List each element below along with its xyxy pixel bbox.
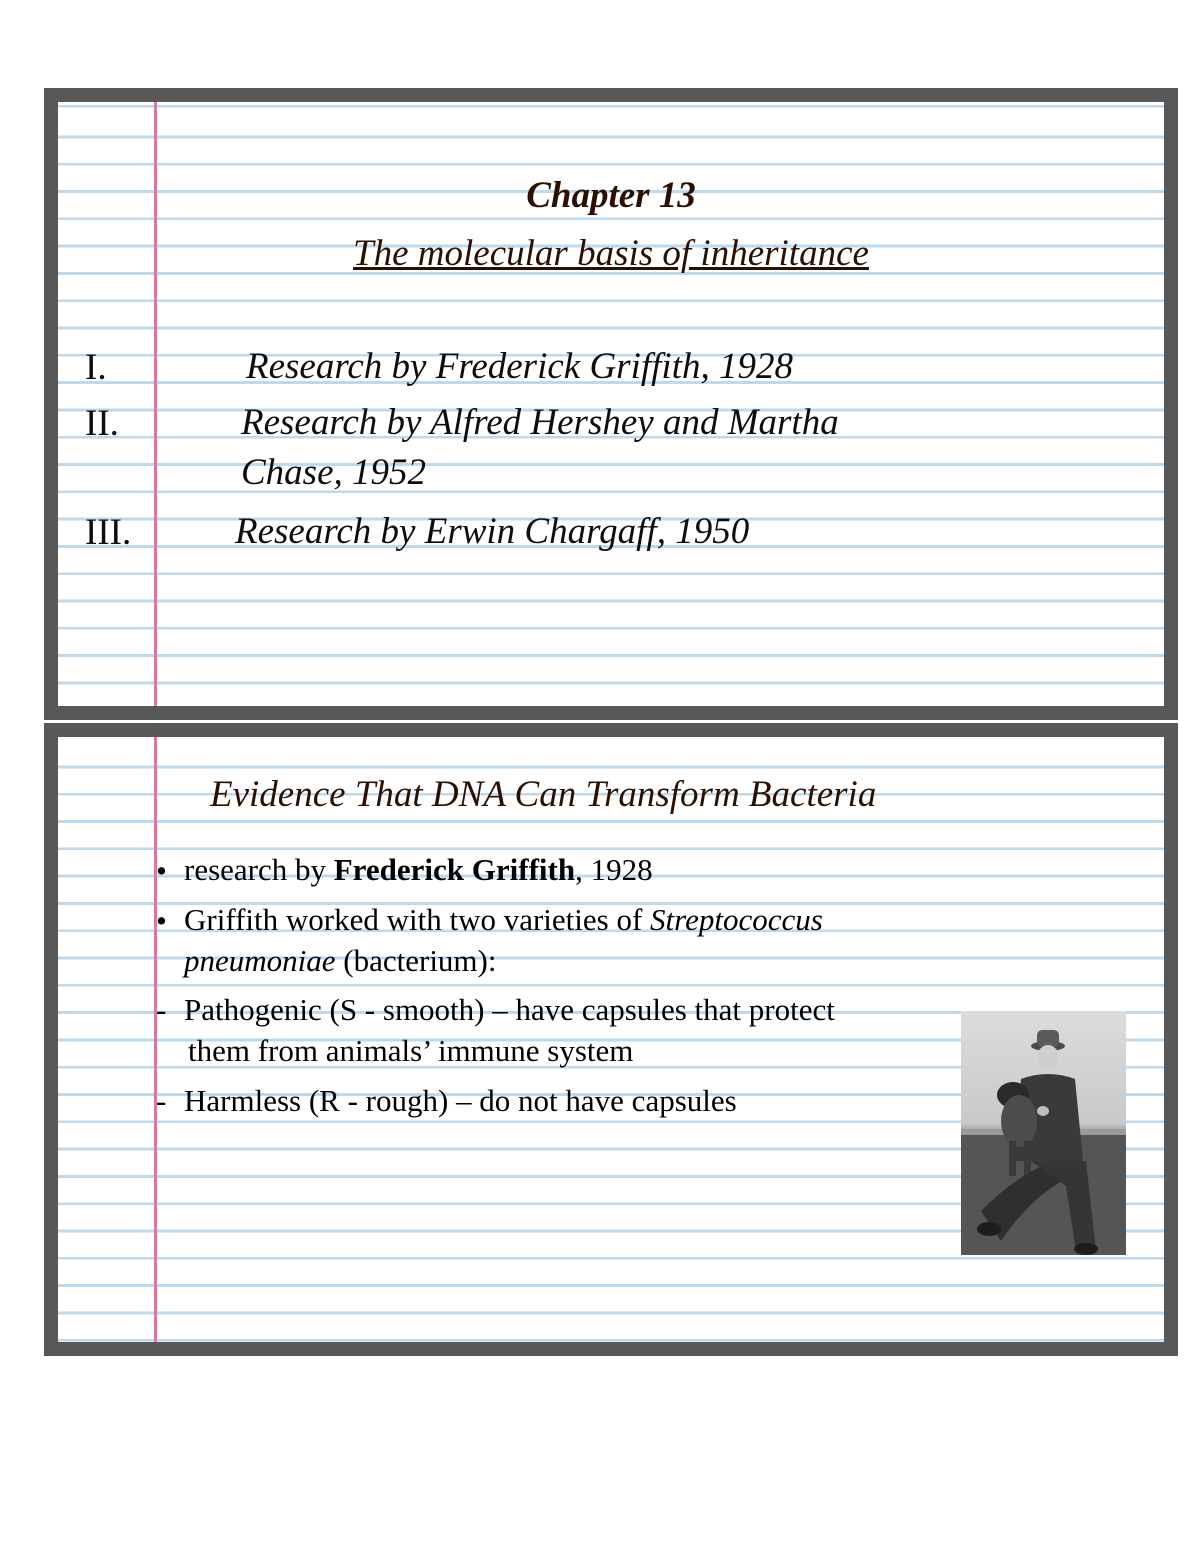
bullet-1-name: Frederick Griffith — [333, 852, 576, 887]
slide-chapter-overview — [44, 88, 1178, 720]
bullet-marker: • — [156, 903, 167, 938]
outline-item-2-line1: Research by Alfred Hershey and Martha — [241, 402, 839, 443]
bullet-item-2 — [184, 899, 974, 981]
outline-number-3: III. — [85, 512, 132, 553]
outline-item-2-line2: Chase, 1952 — [241, 452, 426, 493]
bullet-1-prefix: research by — [184, 852, 334, 887]
bullet-2-genus: Streptococcus — [650, 902, 823, 937]
slide-griffith-evidence — [44, 723, 1178, 1356]
bullet-2-prefix: Griffith worked with two varieties of — [184, 902, 651, 937]
slide-title: Evidence That DNA Can Transform Bacteria — [210, 774, 877, 815]
chapter-subtitle: The molecular basis of inheritance — [353, 233, 869, 274]
bullet-marker: • — [156, 853, 167, 888]
bullet-item-3-line1: Pathogenic (S - smooth) – have capsules that protect — [184, 992, 835, 1027]
bullet-2-species: pneumoniae — [184, 943, 336, 978]
bullet-item-3-line2: them from animals’ immune system — [188, 1033, 634, 1068]
bullet-item-1 — [184, 849, 974, 890]
bullet-item-4: Harmless (R - rough) – do not have capsules — [184, 1083, 737, 1118]
notebook-margin-line — [154, 737, 157, 1342]
outline-number-2: II. — [85, 403, 119, 444]
dash-marker: - — [156, 1083, 167, 1118]
dash-marker: - — [156, 992, 167, 1027]
bullet-1-suffix: , 1928 — [575, 852, 653, 887]
outline-number-1: I. — [85, 347, 107, 388]
outline-item-1: Research by Frederick Griffith, 1928 — [246, 346, 793, 387]
person-with-dog-photo — [961, 1011, 1126, 1255]
bullet-2-suffix: (bacterium): — [335, 943, 497, 978]
chapter-title: Chapter 13 — [526, 175, 696, 216]
outline-item-3: Research by Erwin Chargaff, 1950 — [235, 511, 750, 552]
